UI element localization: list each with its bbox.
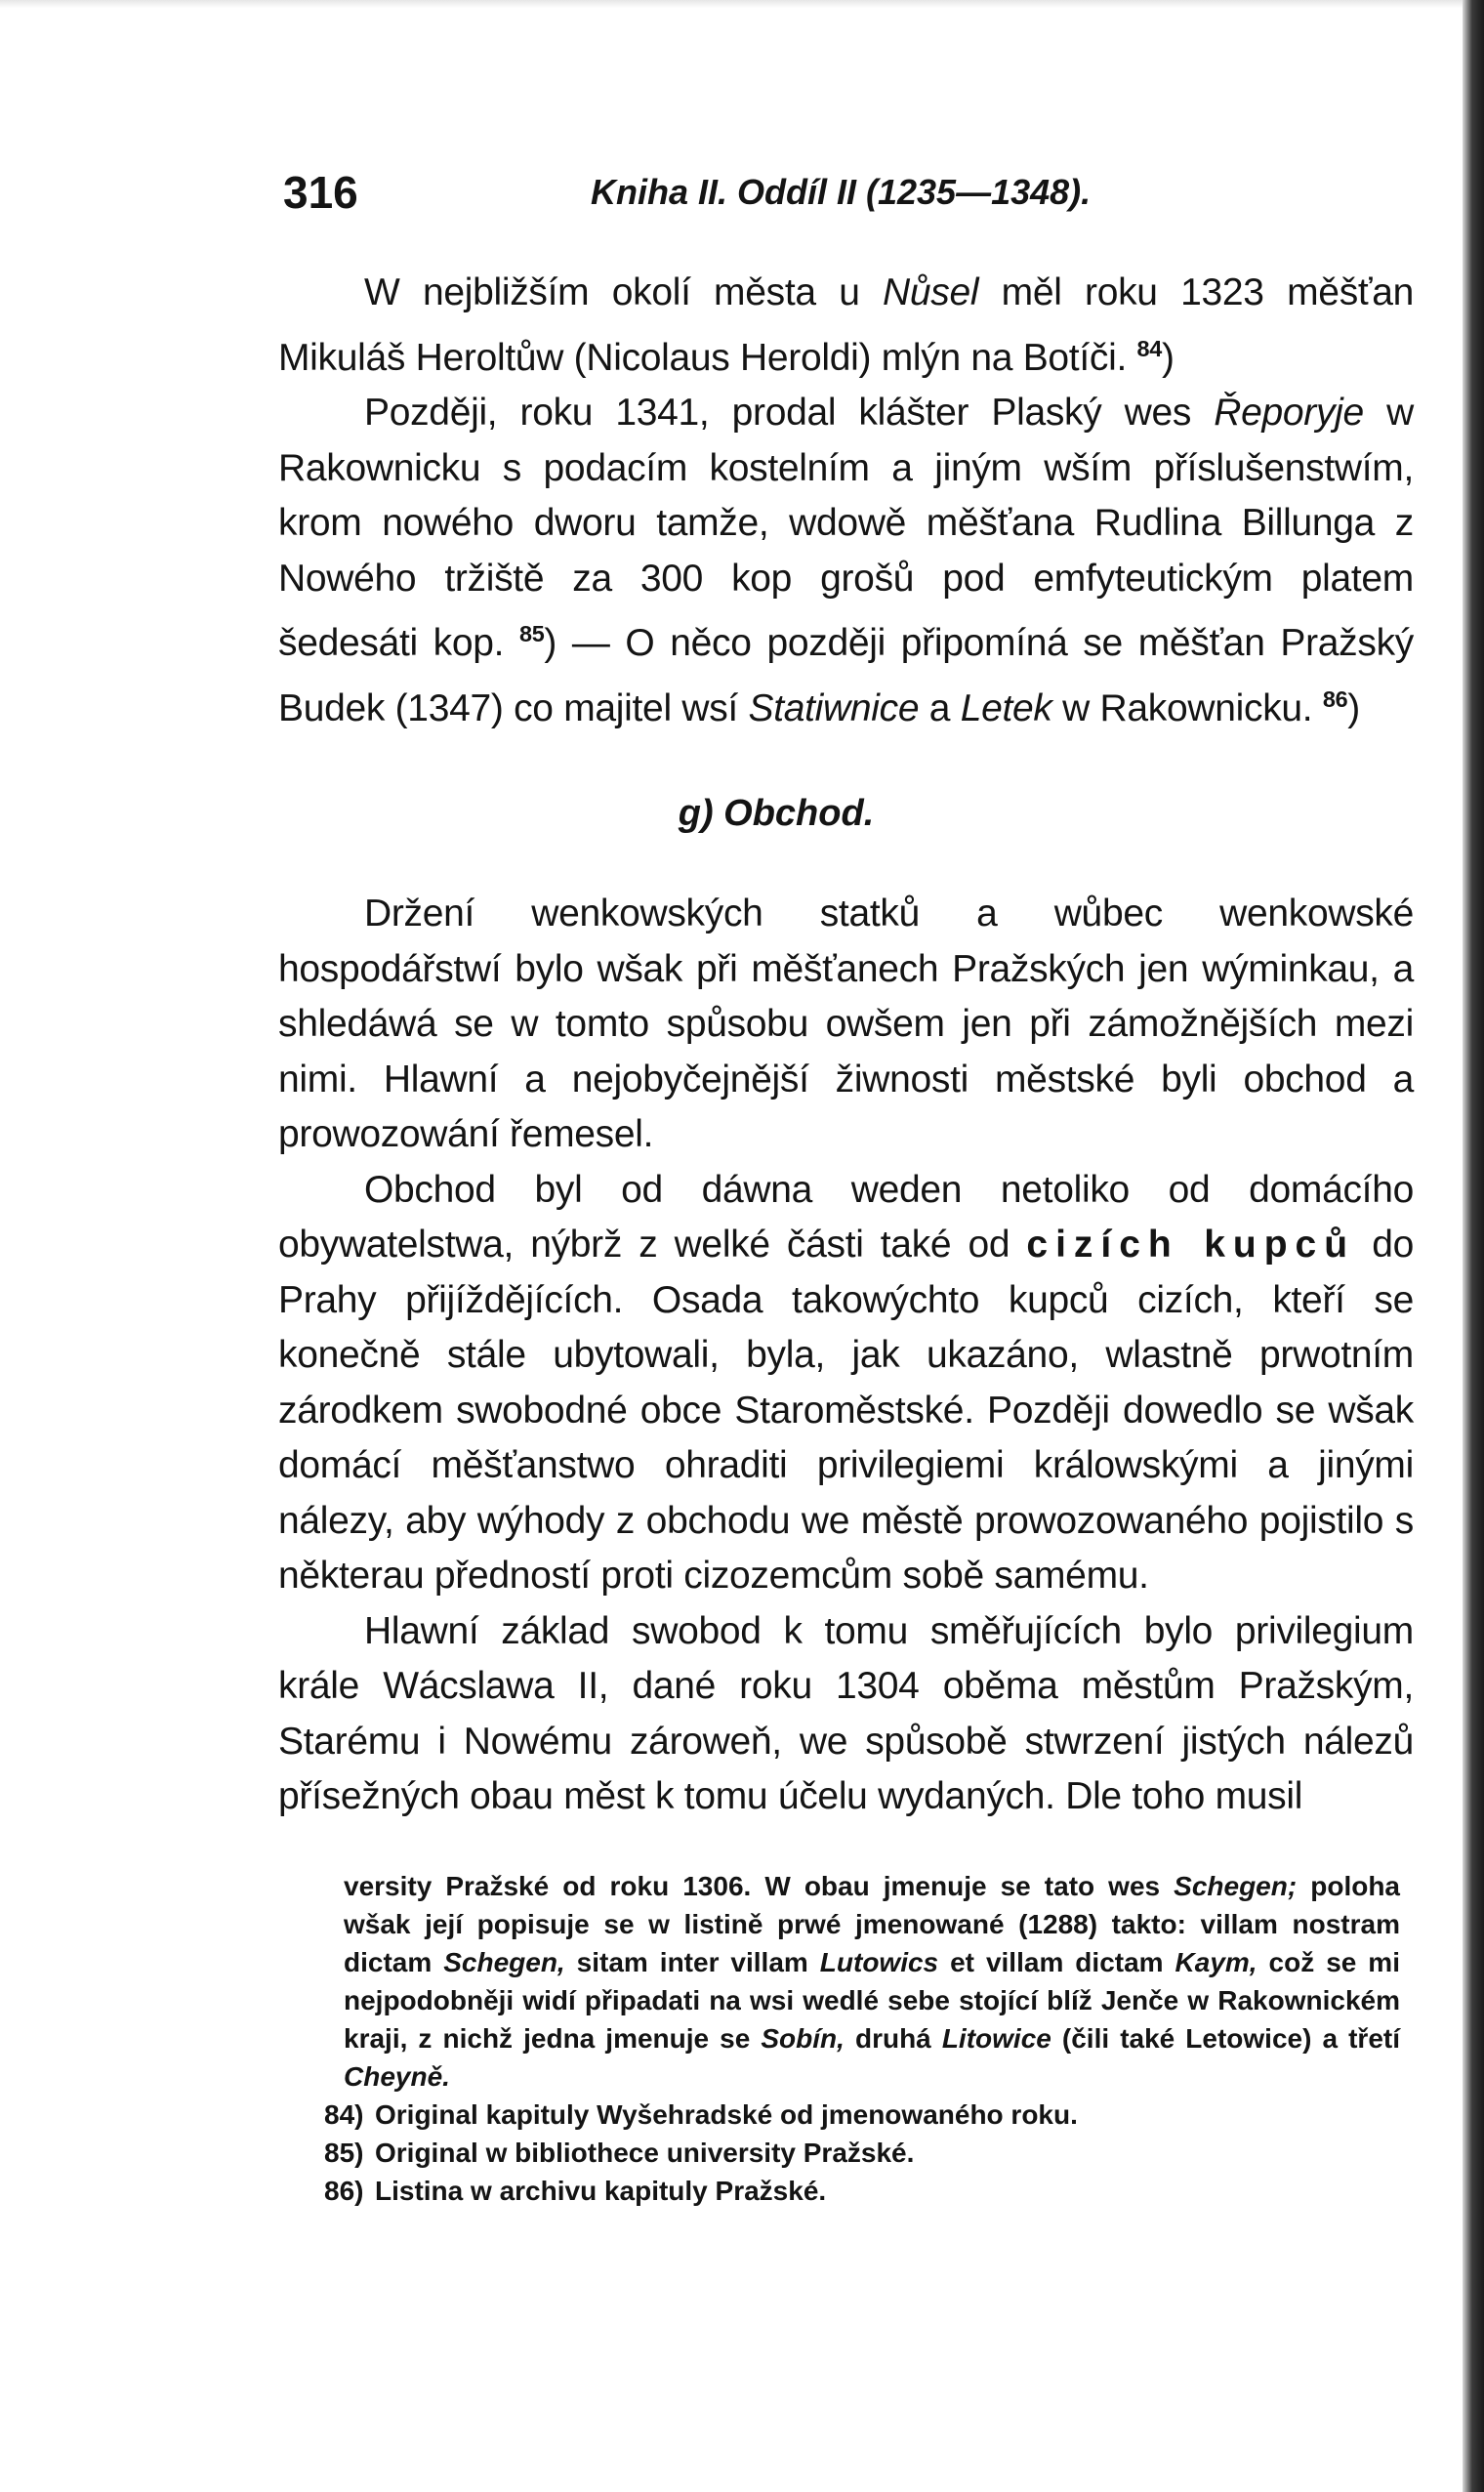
text-run: (čili také Letowice) a třetí: [1051, 2023, 1401, 2054]
text-run: Listina w archivu kapituly Pražské.: [375, 2176, 827, 2206]
text-run: Nůsel: [883, 271, 979, 313]
text-run: poloha wšak její popisuje se w listině prwé jmenowané (1288) takto: villam nostram dictam: [344, 1871, 1401, 1977]
footnote-mark: 84): [324, 2099, 364, 2130]
footnote: [324, 2172, 1400, 2210]
text-run: cizích kupců: [1026, 1224, 1356, 1266]
paragraph: [278, 266, 1414, 386]
footnotes: [324, 1867, 1401, 2210]
text-run: druhá: [844, 2023, 942, 2054]
text-run: versity Pražské od roku 1306. W obau jmenuje se tato wes: [344, 1871, 1175, 1901]
text-run: a: [919, 686, 961, 729]
text-run: et villam dictam: [938, 1947, 1175, 1977]
footnote: [324, 2096, 1400, 2134]
text-run: Litowice: [941, 2023, 1051, 2054]
text-run: Letek: [960, 686, 1052, 729]
text-run: w Rakownicku.: [1051, 686, 1323, 729]
text-run: Hlawní základ swobod k tomu směřujících bylo privilegium krále Wácslawa II, dané roku 1304 oběma městům Pražským, Starému i Nowému zároweň, we spůsobě stwrzení jistých nálezů přísežných obau měst k tomu účelu wydaných. Dle toho musil: [278, 1609, 1414, 1817]
text-run: Držení wenkowských statků a wůbec wenkowské hospodářstwí bylo wšak při měšťanech Pražských jen wýminkau, a shledáwá se w tomto spůsobu owšem jen při zámožnějších mezi nimi. Hlawní a nejobyčejnější žiwnosti městské byli obchod a prowozowání řemesel.: [278, 893, 1414, 1155]
page-number: 316: [283, 167, 358, 218]
text-run: Schegen,: [443, 1947, 565, 1977]
footnote-mark: 85): [324, 2138, 364, 2168]
text-run: měl roku 1323 měšťan Mikuláš Heroltůw (Nicolaus Heroldi) mlýn na Botíči.: [278, 271, 1414, 379]
text-run: Lutowics: [819, 1947, 939, 1977]
page-binding-edge: [1463, 0, 1484, 2492]
text-run: Později, roku 1341, prodal klášter Plaský wes: [364, 392, 1215, 434]
page-top-edge: [0, 0, 1484, 8]
paragraph: [278, 1163, 1414, 1604]
text-run: Cheyně.: [344, 2061, 450, 2092]
text-run: do Prahy přijíždějících. Osada takowýchto kupců cizích, kteří se konečně stále ubytowali, byla, jak ukazáno, wlastně prwotním zárodkem swobodné obce Staroměstské. Později dowedlo se wšak domácí měšťanstwo ohraditi privilegiemi králowskými a jinými nálezy, aby wýhody z obchodu we městě prowozowaného pojistilo s některau předností proti cizozemcům sobě samému.: [278, 1224, 1414, 1597]
footnote: [324, 2134, 1400, 2172]
text-run: což se mi nejpodobněji widí připadati na wsi wedlé sebe stojící blíž Jenče w Rakownickém kraji, z nichž jedna jmenuje se: [344, 1947, 1400, 2054]
body-text-top: [278, 266, 1414, 736]
text-run: Original kapituly Wyšehradské od jmenowaného roku.: [375, 2099, 1078, 2130]
section-title: g) Obchod.: [678, 793, 875, 834]
text-run: W nejbližším okolí města u: [364, 271, 884, 313]
text-run: Statiwnice: [748, 686, 920, 729]
text-run: ): [1161, 336, 1175, 379]
footnote-reference: 86: [1322, 685, 1348, 712]
footnote-mark: 86): [324, 2176, 364, 2206]
text-run: Sobín,: [761, 2023, 845, 2054]
text-run: Kaym,: [1175, 1947, 1257, 1977]
footnote-reference: 85: [519, 621, 545, 646]
text-run: w Rakownicku s podacím kostelním a jiným wším příslušenstwím, krom nowého dworu tamže, wdowě měšťana Rudlina Billunga z Nowého tržiště za 300 kop grošů pod emfyteutickým platem šedesáti kop.: [278, 392, 1414, 664]
text-run: Schegen;: [1174, 1871, 1298, 1901]
page-header: [283, 156, 1406, 218]
paragraph: [278, 887, 1414, 1163]
text-run: Obchod byl od dáwna weden netoliko od domácího obywatelstwa, nýbrž z welké části také od: [278, 1168, 1414, 1266]
text-run: ): [1347, 686, 1360, 729]
text-run: Original w bibliothece university Pražské.: [375, 2138, 915, 2168]
footnote: [344, 1867, 1400, 2096]
text-run: sitam inter villam: [564, 1947, 820, 1977]
body-text-main: [278, 887, 1414, 1825]
text-run: ) — O něco později připomíná se měšťan Pražský Budek (1347) co majitel wsí: [278, 622, 1414, 729]
paragraph: [278, 1604, 1414, 1825]
text-run: Řeporyje: [1214, 392, 1364, 434]
paragraph: [278, 386, 1414, 736]
running-head: Kniha II. Oddíl II (1235—1348).: [591, 172, 1092, 212]
footnote-reference: 84: [1136, 335, 1162, 361]
